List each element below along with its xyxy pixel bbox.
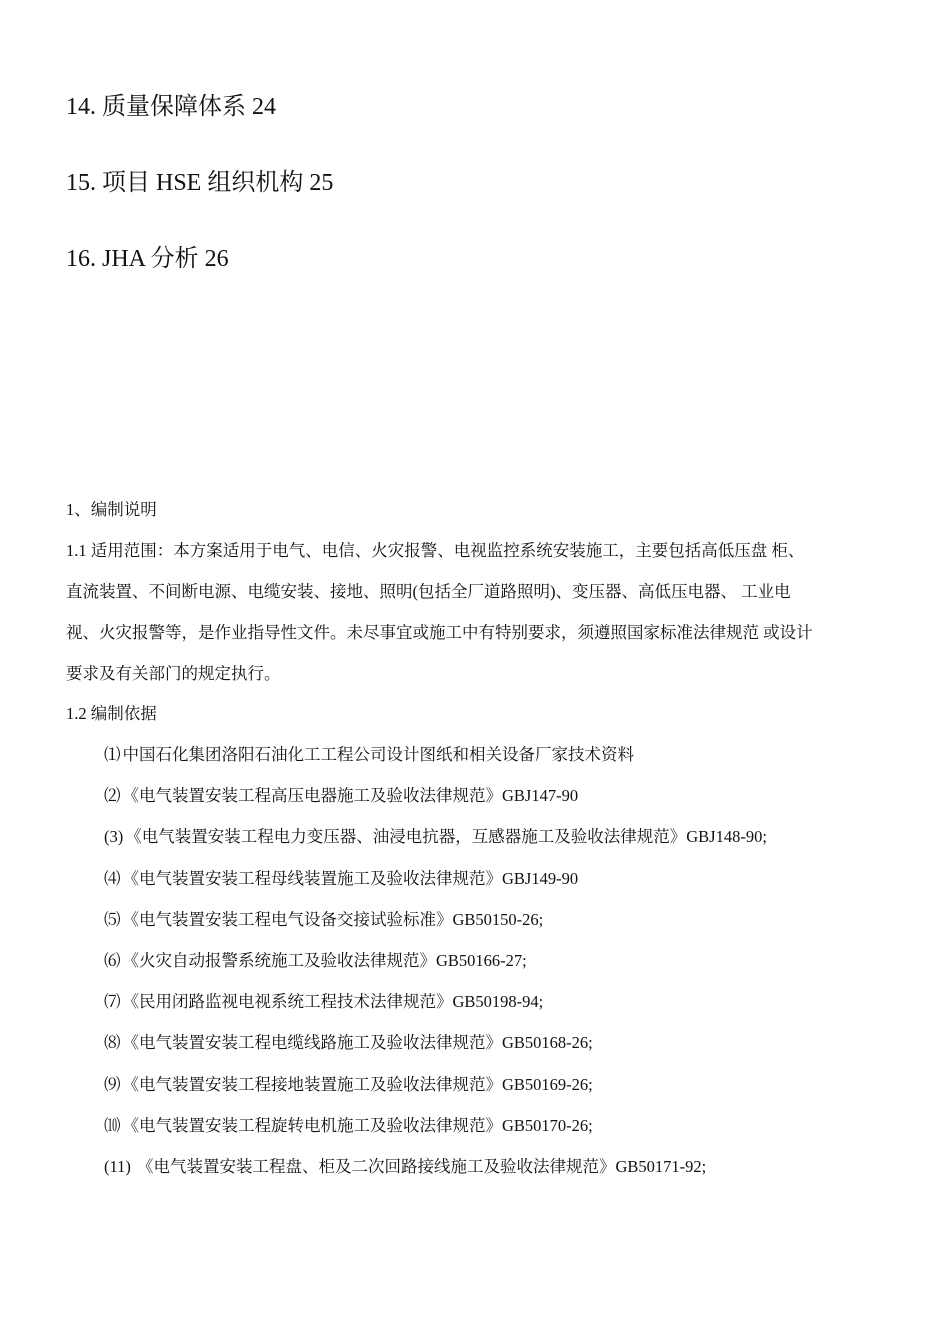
scope-line: 视、火灾报警等，是作业指导性文件。未尽事宜或施工中有特别要求，须遵照国家标准法律规范 或设计 — [66, 623, 813, 642]
reference-text: 《电气装置安装工程电缆线路施工及验收法律规范》GB50168-26; — [122, 1033, 593, 1053]
reference-marker: ⑷ — [104, 868, 121, 888]
reference-item — [66, 775, 892, 816]
scope-paragraph — [66, 530, 892, 694]
reference-marker: ⑹ — [104, 950, 121, 970]
section-body — [66, 490, 892, 1187]
reference-marker: (11) — [104, 1156, 131, 1176]
toc-item: 14. 质量保障体系 24 — [66, 94, 276, 120]
scope-line: 要求及有关部门的规定执行。 — [66, 664, 281, 683]
reference-item — [66, 1146, 892, 1187]
reference-list — [66, 734, 892, 1187]
reference-item — [66, 816, 892, 857]
reference-item — [66, 940, 892, 981]
reference-item — [66, 1064, 892, 1105]
reference-item — [66, 899, 892, 940]
reference-text: 《电气装置安装工程电气设备交接试验标准》GB50150-26; — [122, 909, 544, 929]
reference-text: 《民用闭路监视电视系统工程技术法律规范》GB50198-94; — [122, 992, 544, 1012]
reference-item — [66, 1105, 892, 1146]
reference-marker: ⑽ — [104, 1115, 121, 1135]
reference-marker: (3) — [104, 827, 124, 847]
reference-text: 《电气装置安装工程电力变压器、油浸电抗器，互感器施工及验收法律规范》GBJ148-90; — [125, 827, 767, 847]
reference-marker: ⑺ — [104, 992, 121, 1012]
reference-item — [66, 981, 892, 1022]
reference-item — [66, 734, 892, 775]
section-heading: 1、编制说明 — [66, 500, 157, 519]
reference-marker: ⑻ — [104, 1033, 121, 1053]
reference-text: 《电气装置安装工程盘、柜及二次回路接线施工及验收法律规范》GB50171-92; — [132, 1156, 707, 1176]
reference-item — [66, 1022, 892, 1063]
reference-text: 中国石化集团洛阳石油化工工程公司设计图纸和相关设备厂家技术资料 — [122, 745, 634, 764]
reference-text: 《火灾自动报警系统施工及验收法律规范》GB50166-27; — [122, 950, 527, 970]
scope-line: 1.1 适用范围：本方案适用于电气、电信、火灾报警、电视监控系统安装施工，主要包括高低压盘 柜、 — [66, 541, 805, 560]
scope-line: 直流装置、不间断电源、电缆安装、接地、照明(包括全厂道路照明)、变压器、高低压电器、 工业电 — [66, 582, 791, 601]
reference-text: 《电气装置安装工程接地装置施工及验收法律规范》GB50169-26; — [122, 1074, 593, 1094]
reference-text: 《电气装置安装工程高压电器施工及验收法律规范》GBJ147-90 — [122, 786, 579, 806]
toc-item: 15. 项目 HSE 组织机构 25 — [66, 170, 334, 196]
basis-heading: 1.2 编制依据 — [66, 704, 157, 723]
reference-marker: ⑼ — [104, 1074, 121, 1094]
reference-marker: ⑸ — [104, 909, 121, 929]
reference-item — [66, 858, 892, 899]
reference-marker: ⑵ — [104, 786, 121, 806]
reference-marker: ⑴ — [104, 745, 121, 764]
toc-item: 16. JHA 分析 26 — [66, 246, 229, 272]
reference-text: 《电气装置安装工程旋转电机施工及验收法律规范》GB50170-26; — [122, 1115, 593, 1135]
reference-text: 《电气装置安装工程母线装置施工及验收法律规范》GBJ149-90 — [122, 868, 579, 888]
table-of-contents — [66, 88, 886, 316]
